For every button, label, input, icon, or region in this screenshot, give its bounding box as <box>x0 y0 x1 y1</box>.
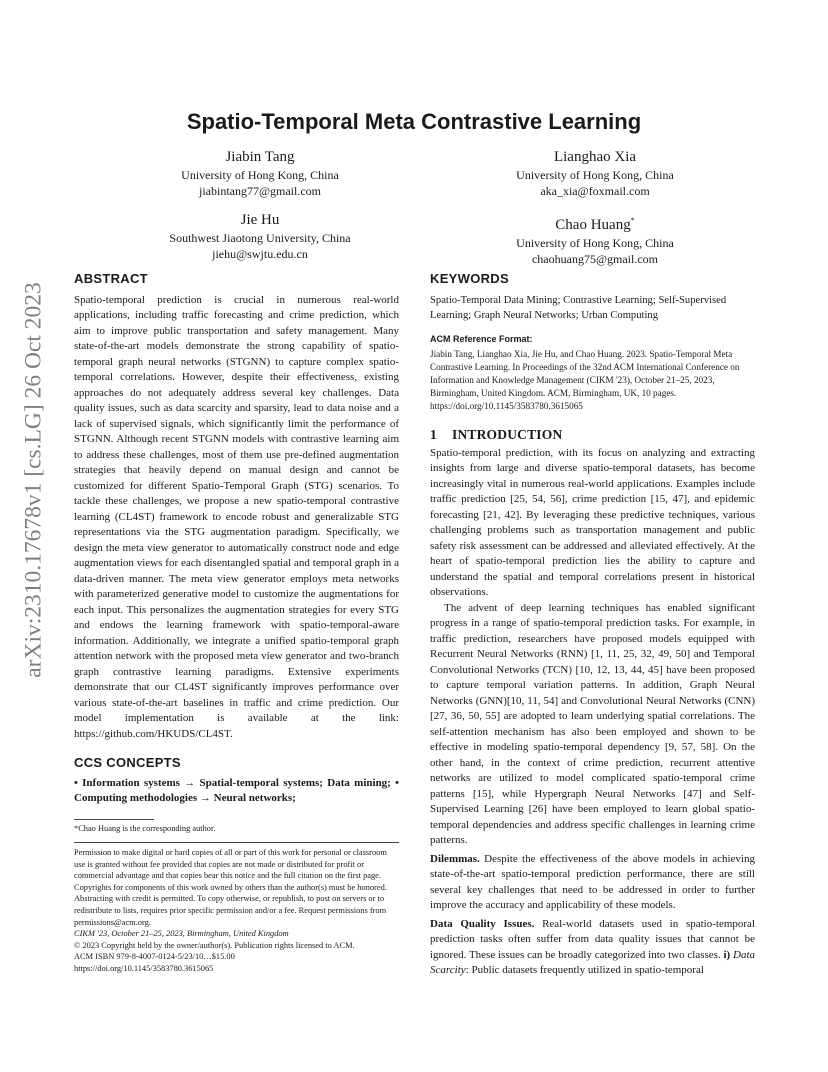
author-block-1 <box>110 148 410 199</box>
author-name: Jiabin Tang <box>225 149 295 165</box>
copyright-line: © 2023 Copyright held by the owner/author(s). Publication rights licensed to ACM. <box>74 940 355 950</box>
intro-paragraph-1: Spatio-temporal prediction, with its focus on analyzing and extracting insights from large and diverse spatio-temporal datasets, has become increasingly vital in numerous real-world applications. Examples include traffic prediction [25, 54, 56], crime prediction [15, 47], and epidemic forecasting [21, 42]. By leveraging these predictive techniques, various challenging problems such as transportation management and public safety risk assessment can be addressed and alleviated effectively. At the heart of spatio-temporal prediction lies the ability to capture and understand the spatial and temporal correlations present in historical observations. <box>430 446 755 598</box>
data-quality-marker: i) <box>723 948 731 961</box>
reference-format-text: Jiabin Tang, Lianghao Xia, Jie Hu, and Chao Huang. 2023. Spatio-Temporal Meta Contrastive Learning. In Proceedings of the 32nd ACM International Conference on Information and Knowledge Management (CIKM '23), October 21–25, 2023, Birmingham, United Kingdom. ACM, Birmingham, UK, 10 pages. https://doi.org/10.1145/3583780.3615065 <box>430 349 740 411</box>
author-name: Jie Hu <box>240 212 280 228</box>
ccs-heading: CCS CONCEPTS <box>74 755 181 770</box>
corresponding-footnote: *Chao Huang is the corresponding author. <box>74 823 216 833</box>
doi-link[interactable]: https://doi.org/10.1145/3583780.3615065 <box>74 964 214 974</box>
corresponding-marker: * <box>630 216 635 225</box>
section-title: INTRODUCTION <box>452 427 563 442</box>
author-name: Chao Huang* <box>555 216 635 233</box>
author-email: aka_xia@foxmail.com <box>540 184 650 198</box>
paper-title: Spatio-Temporal Meta Contrastive Learning <box>186 109 642 134</box>
left-column <box>74 271 399 975</box>
dilemmas-text: Despite the effectiveness of the above models in achieving state-of-the-art spatio-temporal prediction performance, there are still several key challenges that need to be addressed in order to further improve the accuracy and applicability of these models. <box>430 852 755 911</box>
author-block-4 <box>445 211 745 267</box>
section-number: 1 <box>430 427 437 442</box>
permission-block <box>74 842 399 975</box>
data-scarcity-term: Data Scarcity <box>430 948 755 976</box>
author-block-3 <box>110 211 410 262</box>
author-email: chaohuang75@gmail.com <box>531 252 659 266</box>
author-email: jiehu@swjtu.edu.cn <box>212 247 308 261</box>
author-affiliation: Southwest Jiaotong University, China <box>169 231 351 245</box>
author-block-2 <box>445 148 745 199</box>
arxiv-sidebar-stamp <box>16 282 52 678</box>
author-email: jiabintang77@gmail.com <box>198 184 322 198</box>
footnote-rule <box>74 819 154 820</box>
abstract-heading: ABSTRACT <box>74 271 148 286</box>
intro-paragraph-3 <box>430 852 755 914</box>
data-scarcity-text: : Public datasets frequently utilized in spatio-temporal <box>465 964 704 976</box>
author-affiliation: University of Hong Kong, China <box>516 236 674 250</box>
conference-info: CIKM '23, October 21–25, 2023, Birmingham, United Kingdom <box>74 929 289 939</box>
keywords-heading: KEYWORDS <box>430 271 509 286</box>
reference-format-heading: ACM Reference Format: <box>430 333 533 344</box>
data-quality-lead: Data Quality Issues. <box>430 917 535 930</box>
author-name: Lianghao Xia <box>553 149 637 165</box>
introduction-heading <box>430 427 755 443</box>
dilemmas-lead: Dilemmas. <box>430 852 480 865</box>
author-affiliation: University of Hong Kong, China <box>516 168 674 182</box>
arxiv-identifier: arXiv:2310.17678v1 [cs.LG] 26 Oct 2023 <box>20 282 47 678</box>
ccs-text: • Information systems → Spatial-temporal systems; Data mining; • Computing methodologies → Neural networks; <box>74 776 399 804</box>
data-quality-text: Real-world datasets used in spatio-temporal prediction tasks often suffer from data quality issues that cannot be ignored. These issues can be broadly categorized into two classes. <box>430 917 755 961</box>
abstract-text: Spatio-temporal prediction is crucial in numerous real-world applications, including traffic forecasting and crime prediction, which aim to improve public transportation and safety management. Many state-of-the-art models demonstrate the strong capability of spatio-temporal graph neural networks (STGNN) to capture complex spatio-temporal correlations. However, despite their effectiveness, existing approaches do not adequately address several key challenges. Data quality issues, such as data scarcity and sparsity, lead to data noise and a lack of supervised signals, which significantly limit the performance of STGNN. Although recent STGNN models with contrastive learning aim to address these challenges, most of them use pre-defined augmentation strategies that heavily depend on manual design and cannot be customized for different Spatio-Temporal Graph (STG) scenarios. To tackle these challenges, we propose a new spatio-temporal contrastive learning (CL4ST) framework to encode robust and generalizable STG representations via the STG augmentation paradigm. Specifically, we design the meta view generator to automatically construct node and edge augmentation views for each disentangled spatial and temporal graph in a data-driven manner. The meta view generator employs meta networks with parameterized generative model to customize the augmentations for each input. This personalizes the augmentation strategies for every STG and endows the learning framework with spatio-temporal-aware information. Additionally, we integrate a unified spatio-temporal graph attention network with the proposed meta view generator and two-branch graph contrastive learning paradigms. Extensive experiments demonstrate that our CL4ST significantly improves performance over various state-of-the-art baselines in traffic and crime prediction. Our model implementation is available at the link: https://github.com/HKUDS/CL4ST. <box>74 293 399 740</box>
isbn-line: ACM ISBN 979-8-4007-0124-5/23/10…$15.00 <box>74 952 235 962</box>
permission-text: Permission to make digital or hard copies of all or part of this work for personal or classroom use is granted without fee provided that copies are not made or distributed for profit or commercial advantage and that copies bear this notice and the full citation on the first page. Copyrights for components of this work owned by others than the author(s) must be honored. Abstracting with credit is permitted. To copy otherwise, or republish, to post on servers or to redistribute to lists, requires prior specific permission and/or a fee. Request permissions from permissions@acm.org. <box>74 848 387 927</box>
intro-paragraph-2: The advent of deep learning techniques has enabled significant progress in a range of spatio-temporal prediction tasks. For example, in traffic prediction, researchers have proposed models equipped with Recurrent Neural Networks (RNN) [1, 11, 25, 32, 49, 50] and Temporal Convolutional Networks (TCN) [10, 12, 13, 44, 45] have been proposed to capture temporal variation patterns. In addition, Graph Neural Networks (GNN)[10, 11, 54] and Convolutional Neural Networks (CNN)[27, 36, 50, 55] are adopted to learn underlying spatial correlations. The self-attention mechanism has also been employed and shown to be effective in modeling spatio-temporal dependency [9, 57, 58]. On the other hand, in the context of crime prediction, recurrent attentive networks are utilized to model complicated spatio-temporal crime patterns [15], while Hypergraph Neural Networks [47] and Self-Supervised Learning [26] have been employed to learn global spatio-temporal dependencies and address specific challenges in learning crime patterns. <box>430 601 755 846</box>
author-affiliation: University of Hong Kong, China <box>181 168 339 182</box>
intro-paragraph-4 <box>430 917 755 979</box>
keywords-text: Spatio-Temporal Data Mining; Contrastive Learning; Self-Supervised Learning; Graph Neural Networks; Urban Computing <box>430 294 727 321</box>
right-column <box>430 271 755 979</box>
